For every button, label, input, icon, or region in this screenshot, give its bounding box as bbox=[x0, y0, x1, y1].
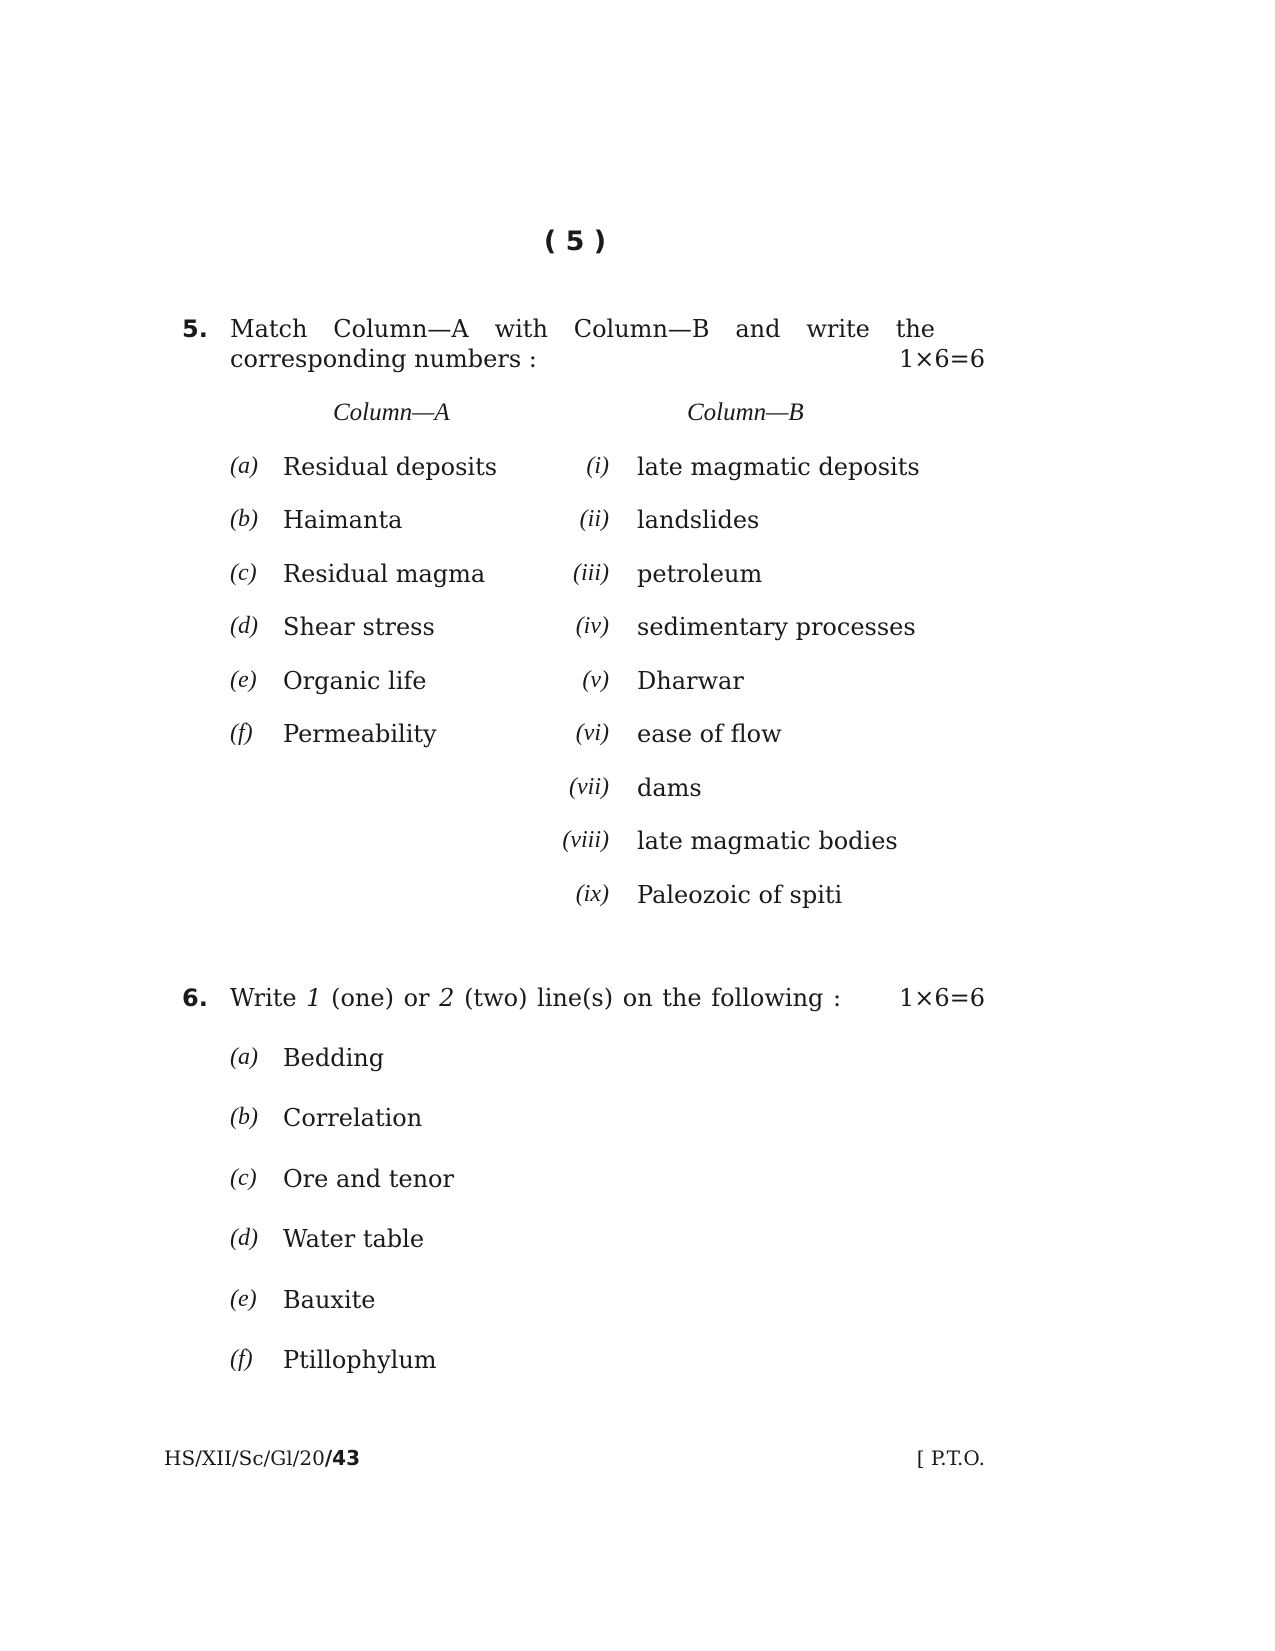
q6-item-text: Ore and tenor bbox=[283, 1165, 454, 1193]
column-b-item-text: late magmatic bodies bbox=[637, 827, 898, 855]
column-b-item-label: (viii) bbox=[562, 827, 609, 853]
column-b-item-text: Paleozoic of spiti bbox=[637, 881, 843, 909]
footer-code-text: HS/XII/Sc/Gl/20 bbox=[164, 1446, 325, 1470]
footer-code-bold: /43 bbox=[324, 1446, 360, 1470]
item-label: (d) bbox=[230, 613, 258, 639]
q6-text-1: Write bbox=[230, 984, 307, 1012]
q6-item-label: (b) bbox=[230, 1104, 258, 1130]
q6-item-label: (a) bbox=[230, 1044, 258, 1070]
item-label: (b) bbox=[230, 506, 258, 532]
q6-item-label: (f) bbox=[230, 1346, 253, 1372]
q6-item-text: Bauxite bbox=[283, 1286, 376, 1314]
q6-text-3: (two) line(s) on the following : bbox=[454, 984, 842, 1012]
column-a-item-text: Residual magma bbox=[283, 560, 486, 588]
column-a-item bbox=[230, 667, 257, 694]
q6-item-text: Bedding bbox=[283, 1044, 385, 1072]
q6-item-text: Water table bbox=[283, 1225, 425, 1253]
column-b-item-label: (i) bbox=[586, 453, 609, 479]
column-a-item bbox=[230, 720, 253, 747]
item-label: (f) bbox=[230, 720, 253, 746]
q6-number: 6. bbox=[182, 984, 208, 1012]
column-b-item-text: landslides bbox=[637, 506, 760, 534]
column-b-item-label: (iii) bbox=[573, 560, 609, 586]
q6-item-text: Correlation bbox=[283, 1104, 423, 1132]
column-b-item-label: (iv) bbox=[575, 613, 609, 639]
column-a-item-text: Permeability bbox=[283, 720, 437, 748]
q6-item-label: (d) bbox=[230, 1225, 258, 1251]
column-b-item-label: (vi) bbox=[575, 720, 609, 746]
column-a-item-text: Shear stress bbox=[283, 613, 435, 641]
column-a-item bbox=[230, 453, 258, 480]
column-b-item-label: (ix) bbox=[575, 881, 609, 907]
column-a-item bbox=[230, 506, 258, 533]
column-a-item-text: Residual deposits bbox=[283, 453, 498, 481]
column-b-item-label: (ii) bbox=[579, 506, 609, 532]
q6-italic-2: 2 bbox=[439, 984, 455, 1012]
item-label: (a) bbox=[230, 453, 258, 479]
footer-pto: [ P.T.O. bbox=[916, 1446, 985, 1470]
column-b-item-text: Dharwar bbox=[637, 667, 744, 695]
column-a-item bbox=[230, 560, 257, 587]
q6-item-label: (e) bbox=[230, 1286, 257, 1312]
q5-question-line1: Match Column—A with Column—B and write the bbox=[230, 315, 935, 343]
q5-question-line2: corresponding numbers : bbox=[230, 345, 537, 373]
column-b-item-text: sedimentary processes bbox=[637, 613, 916, 641]
column-b-item-text: ease of flow bbox=[637, 720, 782, 748]
footer-code bbox=[164, 1446, 360, 1470]
page-number: ( 5 ) bbox=[543, 226, 607, 257]
column-b-item-label: (v) bbox=[582, 667, 609, 693]
q6-item-text: Ptillophylum bbox=[283, 1346, 437, 1374]
item-label: (e) bbox=[230, 667, 257, 693]
column-a-item bbox=[230, 613, 258, 640]
item-label: (c) bbox=[230, 560, 257, 586]
q6-italic-1: 1 bbox=[306, 984, 322, 1012]
column-b-item-text: petroleum bbox=[637, 560, 763, 588]
column-b-item-label: (vii) bbox=[569, 774, 609, 800]
q6-item-label: (c) bbox=[230, 1165, 257, 1191]
column-b-title: Column—B bbox=[687, 399, 804, 426]
column-b-item-text: late magmatic deposits bbox=[637, 453, 920, 481]
q5-number: 5. bbox=[182, 315, 208, 343]
q6-marks: 1×6=6 bbox=[898, 984, 985, 1012]
column-a-title: Column—A bbox=[333, 399, 450, 426]
column-a-item-text: Organic life bbox=[283, 667, 427, 695]
column-b-item-text: dams bbox=[637, 774, 702, 802]
q6-question bbox=[230, 984, 841, 1012]
q6-text-2: (one) or bbox=[321, 984, 440, 1012]
q5-marks: 1×6=6 bbox=[898, 345, 985, 373]
column-a-item-text: Haimanta bbox=[283, 506, 403, 534]
